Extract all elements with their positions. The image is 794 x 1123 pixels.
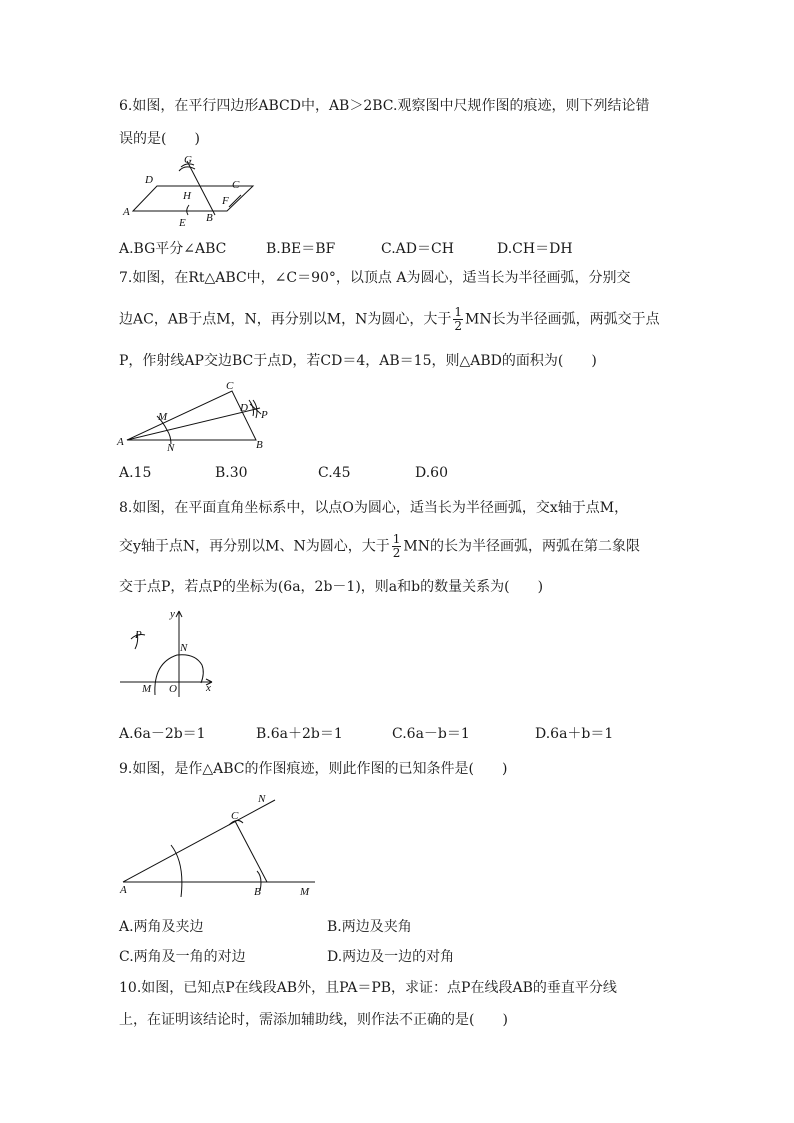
- q8-stem-line-2-end: MN的长为半径画弧，两弧在第二象限: [403, 538, 640, 555]
- q8-option-c: C.6a－b＝1: [392, 726, 470, 742]
- q7-label-n: N: [167, 442, 175, 453]
- q8-label-x: x: [206, 682, 211, 694]
- q7-label-m: M: [158, 411, 168, 423]
- q6-label-g: G: [184, 155, 192, 166]
- q6-parallelogram-figure: [115, 155, 265, 233]
- q6-label-f: F: [222, 195, 229, 207]
- q9-option-a: A.两角及夹边: [119, 919, 204, 935]
- q9-label-a: A: [120, 884, 127, 896]
- q7-stem-line-1: 7.如图，在Rt△ABC中，∠C＝90°，以顶点 A为圆心，适当长为半径画弧，分别交: [119, 270, 631, 286]
- q6-stem-line-1: 6.如图，在平行四边形ABCD中，AB＞2BC.观察图中尺规作图的痕迹，则下列结论错: [119, 98, 650, 114]
- q7-fraction-half: $\frac{1}{2}$: [454, 305, 463, 333]
- q9-label-m: M: [300, 886, 310, 898]
- q8-label-y: y: [170, 608, 175, 620]
- q8-option-a: A.6a－2b＝1: [119, 726, 206, 742]
- q9-option-c: C.两角及一角的对边: [119, 949, 246, 965]
- q10-stem-line-1: 10.如图，已知点P在线段AB外，且PA＝PB，求证：点P在线段AB的垂直平分线: [119, 980, 617, 996]
- q7-stem-line-3: P，作射线AP交边BC于点D，若CD＝4，AB＝15，则△ABD的面积为( ): [119, 353, 597, 369]
- q8-option-b: B.6a＋2b＝1: [256, 726, 343, 742]
- q9-option-b: B.两边及夹角: [327, 919, 412, 935]
- q6-label-c: C: [232, 179, 240, 191]
- q8-option-d: D.6a＋b＝1: [535, 726, 614, 742]
- q7-label-a: A: [117, 436, 124, 448]
- q6-label-e: E: [179, 217, 186, 229]
- q8-coordinate-figure: [115, 603, 220, 701]
- q9-label-c: C: [231, 810, 239, 822]
- q7-stem-line-2-start: 边AC，AB于点M，N，再分别以M，N为圆心，大于: [119, 311, 452, 328]
- q6-option-b: B.BE＝BF: [266, 241, 336, 257]
- q8-label-p: P: [135, 629, 142, 641]
- q8-stem-line-2-start: 交y轴于点N，再分别以M、N为圆心，大于: [119, 538, 390, 555]
- q9-option-d: D.两边及一边的对角: [327, 949, 455, 965]
- q7-stem-line-2: [119, 306, 660, 333]
- q6-label-b: B: [206, 212, 213, 224]
- q6-label-d: D: [145, 174, 153, 186]
- q6-option-c: C.AD＝CH: [381, 241, 454, 257]
- q7-option-a: A.15: [119, 465, 152, 481]
- q8-label-m: M: [142, 683, 152, 695]
- q6-label-a: A: [123, 206, 130, 218]
- q6-stem-line-2: 误的是( ): [119, 131, 200, 147]
- q10-stem-line-2: 上，在证明该结论时，需添加辅助线，则作法不正确的是( ): [119, 1012, 508, 1028]
- q7-stem-line-2-end: MN长为半径画弧，两弧交于点: [465, 311, 660, 328]
- q8-label-o: O: [169, 683, 177, 695]
- q7-label-c: C: [226, 380, 234, 392]
- q6-label-h: H: [183, 190, 191, 202]
- q9-label-n: N: [258, 793, 266, 805]
- q8-fraction-half: $\frac{1}{2}$: [392, 532, 401, 560]
- q8-stem-line-2: [119, 533, 640, 560]
- q7-option-b: B.30: [215, 465, 248, 481]
- q9-construction-figure: [115, 785, 330, 900]
- q9-label-b: B: [254, 886, 261, 898]
- q7-label-b: B: [256, 439, 263, 451]
- q9-stem-line-1: 9.如图，是作△ABC的作图痕迹，则此作图的已知条件是( ): [119, 761, 508, 777]
- q8-stem-line-1: 8.如图，在平面直角坐标系中，以点O为圆心，适当长为半径画弧，交x轴于点M，: [119, 500, 629, 516]
- q7-triangle-figure: [115, 378, 280, 453]
- q7-label-d: D: [240, 402, 248, 414]
- q8-label-n: N: [180, 642, 188, 654]
- q8-stem-line-3: 交于点P，若点P的坐标为(6a，2b－1)，则a和b的数量关系为( ): [119, 579, 544, 595]
- q7-option-c: C.45: [318, 465, 351, 481]
- q6-option-a: A.BG平分∠ABC: [119, 241, 227, 257]
- q7-label-p: P: [261, 409, 268, 421]
- q7-option-d: D.60: [415, 465, 448, 481]
- q6-option-d: D.CH＝DH: [497, 241, 573, 257]
